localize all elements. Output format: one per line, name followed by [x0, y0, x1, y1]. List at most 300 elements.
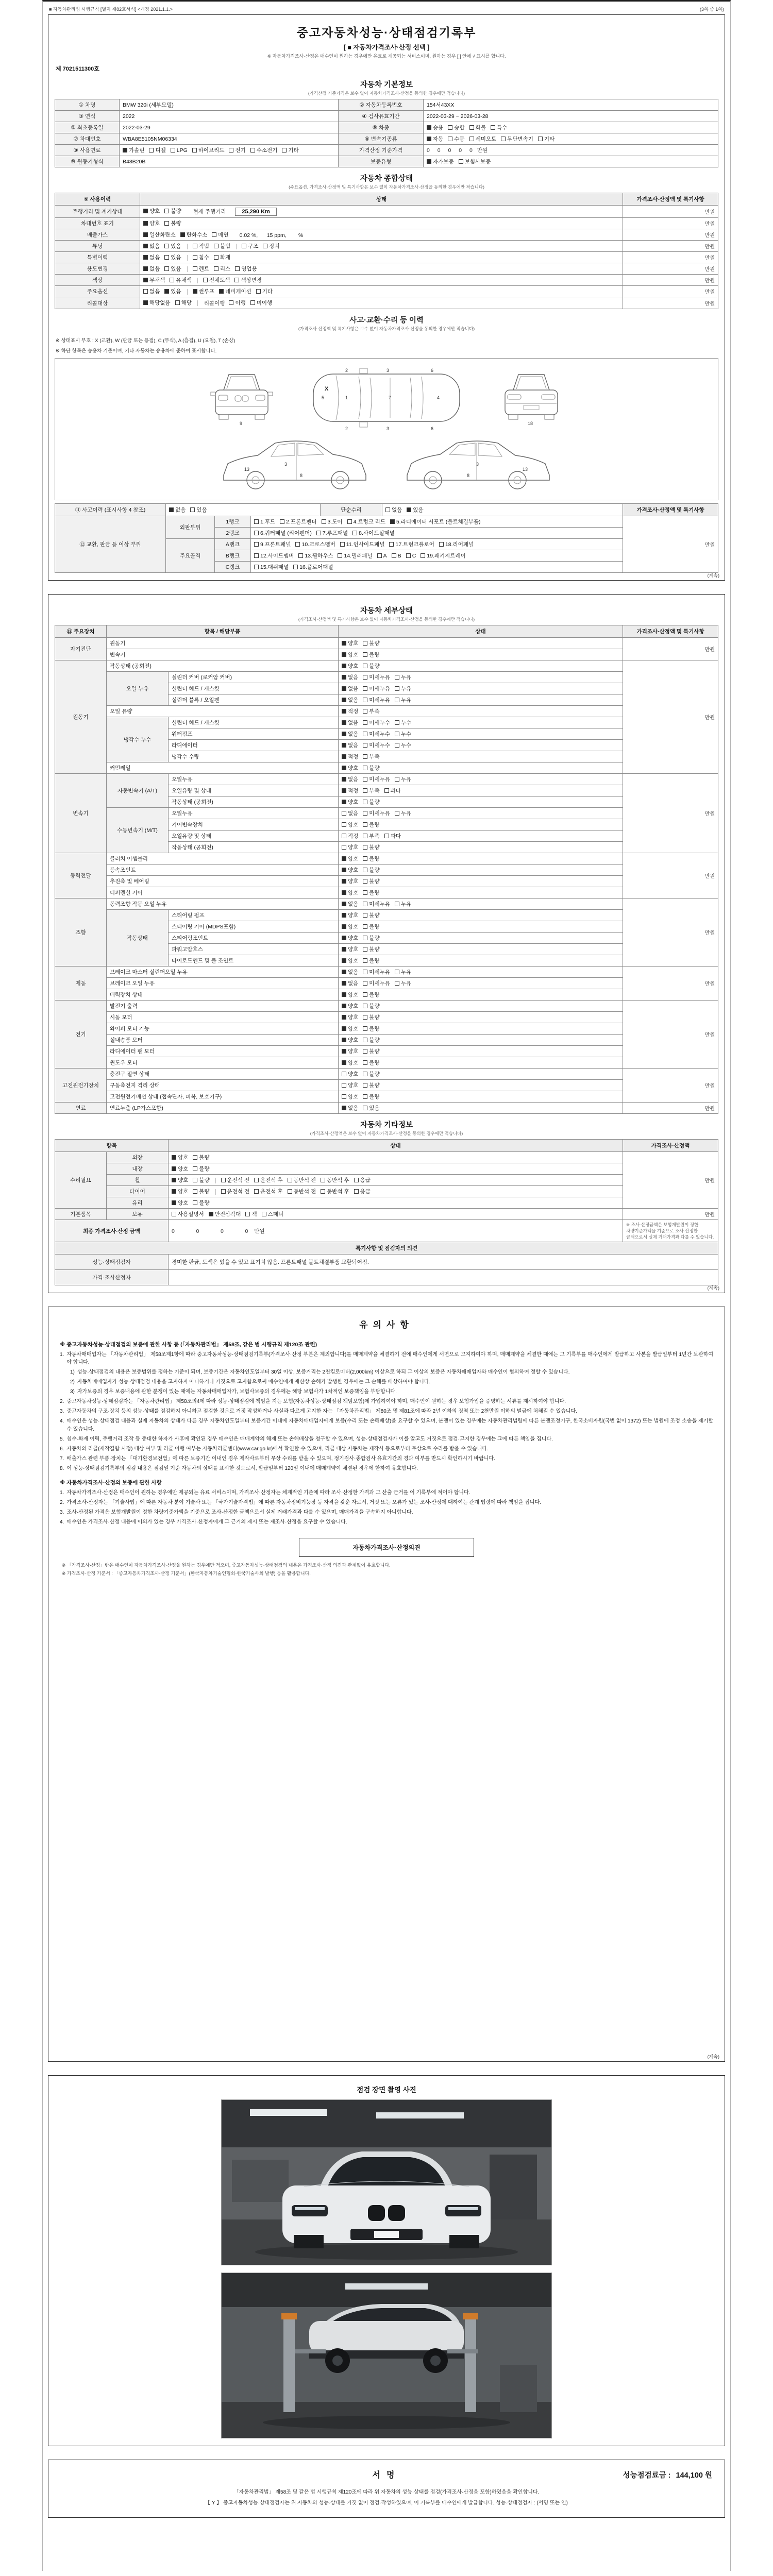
sub-group-label: 작동상태 — [107, 910, 169, 967]
checkbox-option-안전삼각대[interactable]: 안전삼각대 — [209, 1210, 241, 1218]
checkbox-option-이행[interactable]: 이행 — [229, 299, 245, 307]
checkbox-option-불량[interactable]: 불량 — [363, 911, 379, 919]
checkbox-option-8.사이드실패널[interactable]: 8.사이드실패널 — [352, 529, 395, 537]
checkbox-option-양호[interactable]: 양호 — [172, 1188, 188, 1195]
checkbox-option-있음[interactable]: 있음 — [164, 265, 181, 273]
checkbox-option-17.트렁크플로어[interactable]: 17.트렁크플로어 — [389, 540, 434, 548]
checkbox-option-양호[interactable]: 양호 — [342, 866, 358, 874]
checkbox-option-불량[interactable]: 불량 — [193, 1165, 209, 1173]
checkbox-option-있음[interactable]: 있음 — [190, 506, 207, 514]
checkbox-icon — [363, 686, 367, 691]
checkbox-option-불량[interactable]: 불량 — [363, 934, 379, 942]
checkbox-icon — [293, 565, 298, 569]
checkbox-icon — [229, 300, 233, 305]
checkbox-option-불량[interactable]: 불량 — [193, 1188, 209, 1195]
checkbox-icon — [298, 553, 303, 558]
misc-item-state — [169, 1197, 623, 1209]
checkbox-option-양호[interactable]: 양호 — [342, 1013, 358, 1021]
item-name: 원동기 — [107, 638, 339, 649]
checkbox-option-탄화수소[interactable]: 탄화수소 — [180, 231, 208, 239]
checkbox-option-렌트[interactable]: 렌트 — [193, 265, 209, 273]
checkbox-option-영업용[interactable]: 영업용 — [235, 265, 257, 273]
checkbox-option-없음[interactable]: 없음 — [143, 265, 160, 273]
checkbox-option-양호[interactable]: 양호 — [342, 639, 358, 647]
section-title-detail: 자동차 세부상태 — [360, 607, 413, 615]
checkbox-icon — [169, 507, 174, 512]
checkbox-option-불량[interactable]: 불량 — [193, 1199, 209, 1207]
checkbox-option-4.트렁크 리드[interactable]: 4.트렁크 리드 — [347, 518, 385, 526]
checkbox-icon — [322, 519, 326, 524]
checkbox-icon — [143, 300, 148, 305]
overall-item-state — [140, 297, 623, 309]
checkbox-option-기타[interactable]: 기타 — [538, 135, 554, 143]
checkbox-option-불량[interactable]: 불량 — [363, 764, 379, 772]
checkbox-option-승용[interactable]: 승용 — [427, 124, 443, 131]
sub-group-label: 냉각수 누수 — [107, 717, 169, 762]
checkbox-option-양호[interactable]: 양호 — [342, 1093, 358, 1100]
checkbox-option-양호[interactable]: 양호 — [342, 934, 358, 942]
checkbox-icon — [395, 686, 399, 691]
checkbox-icon — [363, 652, 367, 657]
checkbox-option-양호[interactable]: 양호 — [172, 1199, 188, 1207]
column-header: 항목 — [55, 1140, 169, 1152]
field-label: ⑥ 차종 — [339, 122, 424, 133]
checkbox-icon — [363, 936, 367, 940]
checkbox-option-양호[interactable]: 양호 — [342, 1081, 358, 1089]
field-label: ① 차명 — [55, 99, 120, 111]
checkbox-option-없음[interactable]: 없음 — [143, 242, 160, 250]
checkbox-option-1.후드[interactable]: 1.후드 — [254, 518, 275, 526]
checkbox-option-누유[interactable]: 누유 — [395, 968, 411, 976]
checkbox-option-네비게이션[interactable]: 네비게이션 — [219, 287, 251, 295]
checkbox-option-미세누유[interactable]: 미세누유 — [363, 809, 390, 817]
checkbox-option-양호[interactable]: 양호 — [342, 991, 358, 998]
checkbox-option-불량[interactable]: 불량 — [363, 1013, 379, 1021]
checkbox-option-불량[interactable]: 불량 — [363, 843, 379, 851]
checkbox-option-3.도어[interactable]: 3.도어 — [322, 518, 343, 526]
checkbox-option-없음[interactable]: 없음 — [169, 506, 186, 514]
checkbox-option-양호[interactable]: 양호 — [342, 923, 358, 930]
overall-row — [55, 275, 718, 286]
checkbox-option-18.리어패널[interactable]: 18.리어패널 — [439, 540, 474, 548]
checkbox-option-C[interactable]: C — [406, 553, 416, 559]
checkbox-option-없음[interactable]: 없음 — [342, 968, 358, 976]
basic-items-label: 기본품목 — [55, 1209, 107, 1220]
field-label: ③ 연식 — [55, 111, 120, 122]
overall-row — [55, 229, 718, 241]
checkbox-option-B[interactable]: B — [392, 553, 401, 559]
checkbox-icon — [342, 1072, 346, 1076]
checkbox-option-있음[interactable]: 있음 — [164, 287, 181, 295]
amount-cell: 만원 — [623, 660, 718, 774]
checkbox-option-동반석 후[interactable]: 동반석 후 — [321, 1188, 349, 1195]
checkbox-option-불량[interactable]: 불량 — [363, 1093, 379, 1100]
checkbox-option-동반석 후[interactable]: 동반석 후 — [321, 1176, 349, 1184]
checkbox-option-누유[interactable]: 누유 — [395, 979, 411, 987]
checkbox-option-장치[interactable]: 장치 — [263, 242, 279, 250]
detail-state-table — [55, 625, 718, 1114]
checkbox-option-동반석 전[interactable]: 동반석 전 — [288, 1188, 316, 1195]
checkbox-option-승합[interactable]: 승합 — [448, 124, 464, 131]
checkbox-option-양호[interactable]: 양호 — [342, 798, 358, 806]
checkbox-option-누유[interactable]: 누유 — [395, 685, 411, 692]
checkbox-option-불량[interactable]: 불량 — [363, 1081, 379, 1089]
checkbox-option-양호[interactable]: 양호 — [342, 662, 358, 670]
checkbox-option-양호[interactable]: 양호 — [342, 945, 358, 953]
checkbox-option-양호[interactable]: 양호 — [342, 877, 358, 885]
item-name: 작동상태 (공회전) — [169, 842, 339, 853]
checkbox-option-화물[interactable]: 화물 — [469, 124, 486, 131]
checkbox-option-양호[interactable]: 양호 — [342, 1025, 358, 1032]
checkbox-option-적정[interactable]: 적정 — [342, 787, 358, 794]
car-diagram-side-left — [217, 435, 372, 494]
checkbox-option-과다[interactable]: 과다 — [384, 832, 401, 840]
checkbox-option-색상변경[interactable]: 색상변경 — [234, 276, 262, 284]
checkbox-icon — [363, 664, 367, 668]
checkbox-icon — [427, 137, 431, 141]
checkbox-option-7.루프패널[interactable]: 7.루프패널 — [316, 529, 348, 537]
column-header: 상태 — [339, 625, 623, 638]
checkbox-icon — [143, 289, 148, 294]
checkbox-option-일산화탄소[interactable]: 일산화탄소 — [143, 231, 176, 239]
checkbox-icon — [363, 743, 367, 748]
overall-item-state — [140, 275, 623, 286]
checkbox-icon — [235, 266, 240, 271]
checkbox-option-해당[interactable]: 해당 — [175, 299, 192, 307]
item-name: 오일누유 — [169, 774, 339, 785]
checkbox-option-양호[interactable]: 양호 — [342, 1070, 358, 1078]
checkbox-option-없음[interactable]: 없음 — [143, 287, 160, 295]
checkbox-icon — [459, 159, 463, 164]
checkbox-option-잭[interactable]: 잭 — [245, 1210, 257, 1218]
checkbox-option-불량[interactable]: 불량 — [363, 957, 379, 964]
checkbox-option-매연[interactable]: 매연 — [212, 231, 228, 239]
checkbox-option-2.프론트펜더[interactable]: 2.프론트펜더 — [280, 518, 316, 526]
basic-items-state — [169, 1209, 623, 1220]
checkbox-option-화재[interactable]: 화재 — [214, 253, 230, 261]
checkbox-option-누수[interactable]: 누수 — [395, 741, 411, 749]
checkbox-option-불량[interactable]: 불량 — [363, 889, 379, 896]
checkbox-icon — [395, 743, 399, 748]
checkbox-option-불량[interactable]: 불량 — [363, 877, 379, 885]
checkbox-option-부족[interactable]: 부족 — [363, 832, 379, 840]
checkbox-option-부족[interactable]: 부족 — [363, 707, 379, 715]
checkbox-option-15.대쉬패널[interactable]: 15.대쉬패널 — [254, 563, 289, 571]
checkbox-option-없음[interactable]: 없음 — [342, 809, 358, 817]
checkbox-option-미세누수[interactable]: 미세누수 — [363, 741, 390, 749]
checkbox-option-미세누수[interactable]: 미세누수 — [363, 719, 390, 726]
column-header: 상태 — [169, 1140, 623, 1152]
checkbox-icon — [363, 868, 367, 872]
accident-rank-row — [55, 516, 718, 528]
checkbox-option-양호[interactable]: 양호 — [143, 219, 160, 227]
checkbox-option-양호[interactable]: 양호 — [342, 1036, 358, 1044]
checkbox-option-운전석 후[interactable]: 운전석 후 — [254, 1176, 283, 1184]
notice-line: 6. 자동차의 리콜(제작결함 시정) 대상 여부 및 리콜 이행 여부는 자동차리콜센터(www.car.go.kr)에서 확인할 수 있으며, 리콜 대상 자동차는 제작사 등으로부터 무상으로 수리를 받을 수 있습니다. — [60, 1446, 489, 1452]
checkbox-option-응급[interactable]: 응급 — [354, 1176, 371, 1184]
checkbox-option-10.크로스멤버[interactable]: 10.크로스멤버 — [295, 540, 335, 548]
checkbox-option-없음[interactable]: 없음 — [342, 775, 358, 783]
detail-row — [55, 1057, 718, 1069]
checkbox-option-누수[interactable]: 누수 — [395, 730, 411, 738]
checkbox-option-양호[interactable]: 양호 — [342, 957, 358, 964]
checkbox-option-불량[interactable]: 불량 — [363, 866, 379, 874]
checkbox-option-리스[interactable]: 리스 — [214, 265, 230, 273]
checkbox-icon — [143, 221, 148, 226]
detail-row — [55, 1001, 718, 1012]
checkbox-option-썬루프[interactable]: 썬루프 — [193, 287, 214, 295]
checkbox-option-침수[interactable]: 침수 — [193, 253, 209, 261]
checkbox-option-불량[interactable]: 불량 — [164, 207, 181, 215]
checkbox-option-불량[interactable]: 불량 — [193, 1176, 209, 1184]
notice-line: ※ 중고자동차성능·상태점검의 보증에 관한 사항 등 (「자동차관리법」 제58조, 같은 법 시행규칙 제120조 관련) — [60, 1342, 317, 1348]
checkbox-option-불량[interactable]: 불량 — [363, 991, 379, 998]
checkbox-option-적정[interactable]: 적정 — [342, 832, 358, 840]
detail-row — [55, 978, 718, 989]
table-row — [55, 111, 718, 122]
item-name: 실린더 헤드 / 개스킷 — [169, 683, 339, 694]
checkbox-option-자동[interactable]: 자동 — [427, 135, 443, 143]
checkbox-option-14.필러패널[interactable]: 14.필러패널 — [338, 552, 372, 560]
checkbox-option-수소전기[interactable]: 수소전기 — [250, 146, 278, 154]
checkbox-option-없음[interactable]: 없음 — [342, 979, 358, 987]
checkbox-icon — [342, 913, 346, 918]
checkbox-option-불량[interactable]: 불량 — [363, 1070, 379, 1078]
checkbox-option-기타[interactable]: 기타 — [256, 287, 273, 295]
checkbox-option-16.플로어패널[interactable]: 16.플로어패널 — [293, 563, 333, 571]
checkbox-option-해당없음[interactable]: 해당없음 — [143, 299, 171, 307]
accident-history-table — [55, 503, 718, 516]
checkbox-option-없음[interactable]: 없음 — [342, 900, 358, 908]
checkbox-option-양호[interactable]: 양호 — [342, 651, 358, 658]
checkbox-option-미세누유[interactable]: 미세누유 — [363, 968, 390, 976]
final-amount-label: 최종 가격조사·산정 금액 — [55, 1220, 169, 1242]
overall-item-state — [140, 263, 623, 275]
checkbox-option-미세누유[interactable]: 미세누유 — [363, 685, 390, 692]
device-label: 원동기 — [55, 660, 107, 774]
checkbox-option-불량[interactable]: 불량 — [193, 1154, 209, 1161]
amount-cell: 만원 — [623, 899, 718, 967]
device-label: 연료 — [55, 1103, 107, 1114]
checkbox-option-미세누유[interactable]: 미세누유 — [363, 775, 390, 783]
checkbox-option-미세누수[interactable]: 미세누수 — [363, 730, 390, 738]
checkbox-option-적정[interactable]: 적정 — [342, 707, 358, 715]
checkbox-option-없음[interactable]: 없음 — [143, 253, 160, 261]
overall-item-state — [140, 241, 623, 252]
checkbox-option-누유[interactable]: 누유 — [395, 809, 411, 817]
checkbox-option-없음[interactable]: 없음 — [342, 673, 358, 681]
field-value: 154서43XX — [424, 99, 718, 111]
checkbox-icon — [354, 1178, 359, 1182]
checkbox-option-양호[interactable]: 양호 — [342, 843, 358, 851]
checkbox-option-전기[interactable]: 전기 — [229, 146, 245, 154]
checkbox-option-유채색[interactable]: 유채색 — [170, 276, 191, 284]
item-state — [339, 660, 623, 672]
checkbox-option-양호[interactable]: 양호 — [172, 1176, 188, 1184]
checkbox-option-불량[interactable]: 불량 — [363, 1025, 379, 1032]
mileage-value: 25,290 Km — [242, 209, 270, 215]
svg-text:6: 6 — [431, 426, 434, 431]
notice-line: 3) 자가보증의 경우 보증내용에 관한 분쟁이 있는 때에는 자동차매매업자가, 보험사보증의 경우에는 해당 보험사가 1차적인 보증책임을 부담합니다. — [70, 1389, 397, 1395]
notice-footnote: ※ 가격조사·산정 기준서 : 「중고자동차가격조사·산정 기준서」(한국자동차기술인협회·한국기술사회 발행) 등을 활용합니다. — [62, 1571, 311, 1577]
checkbox-option-미세누유[interactable]: 미세누유 — [363, 900, 390, 908]
checkbox-icon — [363, 845, 367, 850]
checkbox-option-양호[interactable]: 양호 — [342, 889, 358, 896]
checkbox-option-보험사보증[interactable]: 보험사보증 — [459, 158, 491, 165]
checkbox-option-있음[interactable]: 있음 — [164, 242, 181, 250]
checkbox-option-불량[interactable]: 불량 — [363, 1047, 379, 1055]
device-label: 고전원전기장치 — [55, 1069, 107, 1103]
checkbox-option-양호[interactable]: 양호 — [342, 855, 358, 862]
checkbox-option-적법[interactable]: 적법 — [193, 242, 209, 250]
checkbox-option-불량[interactable]: 불량 — [164, 219, 181, 227]
checkbox-option-11.인사이드패널[interactable]: 11.인사이드패널 — [340, 540, 385, 548]
checkbox-option-LPG[interactable]: LPG — [171, 147, 188, 154]
checkbox-option-부족[interactable]: 부족 — [363, 787, 379, 794]
misc-item-name: 내장 — [107, 1163, 169, 1175]
checkbox-option-무단변속기[interactable]: 무단변속기 — [501, 135, 533, 143]
checkbox-option-있음[interactable]: 있음 — [363, 1104, 379, 1112]
checkbox-option-없음[interactable]: 없음 — [342, 730, 358, 738]
checkbox-option-양호[interactable]: 양호 — [172, 1154, 188, 1161]
checkbox-option-19.패키지트레이[interactable]: 19.패키지트레이 — [421, 552, 465, 560]
checkbox-option-불량[interactable]: 불량 — [363, 639, 379, 647]
checkbox-option-하이브리드[interactable]: 하이브리드 — [192, 146, 225, 154]
checkbox-option-없음[interactable]: 없음 — [342, 685, 358, 692]
checkbox-option-운전석 후[interactable]: 운전석 후 — [254, 1188, 283, 1195]
checkbox-option-적정[interactable]: 적정 — [342, 753, 358, 760]
checkbox-icon — [342, 834, 346, 838]
checkbox-icon — [143, 244, 148, 248]
checkbox-option-불량[interactable]: 불량 — [363, 855, 379, 862]
checkbox-option-미세누유[interactable]: 미세누유 — [363, 696, 390, 704]
checkbox-option-양호[interactable]: 양호 — [342, 1002, 358, 1010]
checkbox-option-사용설명서[interactable]: 사용설명서 — [172, 1210, 204, 1218]
checkbox-option-양호[interactable]: 양호 — [342, 1047, 358, 1055]
checkbox-option-누유[interactable]: 누유 — [395, 673, 411, 681]
checkbox-option-기타[interactable]: 기타 — [282, 146, 298, 154]
checkbox-option-미세누유[interactable]: 미세누유 — [363, 673, 390, 681]
checkbox-option-불량[interactable]: 불량 — [363, 821, 379, 828]
misc-row — [55, 1197, 718, 1209]
item-name: 배력장치 상태 — [107, 989, 339, 1001]
checkbox-option-무채색[interactable]: 무채색 — [143, 276, 165, 284]
checkbox-option-자가보증[interactable]: 자가보증 — [427, 158, 454, 165]
checkbox-icon — [342, 720, 346, 725]
checkbox-option-있음[interactable]: 있음 — [164, 253, 181, 261]
checkbox-option-없음[interactable]: 없음 — [342, 1104, 358, 1112]
column-header: 상태 — [140, 193, 623, 206]
checkbox-option-운전석 전[interactable]: 운전석 전 — [221, 1188, 250, 1195]
checkbox-option-부족[interactable]: 부족 — [363, 753, 379, 760]
checkbox-option-누수[interactable]: 누수 — [395, 719, 411, 726]
checkbox-option-없음[interactable]: 없음 — [342, 696, 358, 704]
checkbox-option-12.사이드멤버[interactable]: 12.사이드멤버 — [254, 552, 294, 560]
checkbox-option-스패너[interactable]: 스패너 — [262, 1210, 283, 1218]
checkbox-option-응급[interactable]: 응급 — [354, 1188, 371, 1195]
checkbox-icon — [363, 777, 367, 782]
checkbox-option-없음[interactable]: 없음 — [385, 506, 402, 514]
checkbox-option-양호[interactable]: 양호 — [342, 821, 358, 828]
checkbox-option-양호[interactable]: 양호 — [342, 1059, 358, 1066]
item-state — [339, 796, 623, 808]
checkbox-option-가솔린[interactable]: 가솔린 — [123, 146, 144, 154]
checkbox-option-불량[interactable]: 불량 — [363, 945, 379, 953]
checkbox-option-미세누유[interactable]: 미세누유 — [363, 979, 390, 987]
checkbox-option-누유[interactable]: 누유 — [395, 900, 411, 908]
checkbox-option-수동[interactable]: 수동 — [448, 135, 464, 143]
checkbox-icon — [342, 1083, 346, 1088]
checkbox-option-불량[interactable]: 불량 — [363, 1002, 379, 1010]
svg-text:3: 3 — [386, 368, 390, 373]
checkbox-icon — [256, 289, 261, 294]
checkbox-option-A[interactable]: A — [377, 553, 387, 559]
checkbox-option-양호[interactable]: 양호 — [342, 764, 358, 772]
overall-item-label: 주요옵션 — [55, 286, 140, 297]
misc-item-name: 외장 — [107, 1152, 169, 1163]
checkbox-option-동반석 전[interactable]: 동반석 전 — [288, 1176, 316, 1184]
checkbox-option-불법[interactable]: 불법 — [214, 242, 230, 250]
continued-marker: (계속) — [707, 2054, 719, 2059]
document-number: 제 7021511300호 — [56, 66, 99, 72]
checkbox-option-불량[interactable]: 불량 — [363, 651, 379, 658]
section-title-basic: 자동차 기본정보 — [360, 81, 413, 89]
checkbox-icon — [395, 698, 399, 702]
checkbox-option-누유[interactable]: 누유 — [395, 775, 411, 783]
checkbox-option-6.쿼터패널 (리어펜더)[interactable]: 6.쿼터패널 (리어펜더) — [254, 529, 312, 537]
checkbox-option-양호[interactable]: 양호 — [172, 1165, 188, 1173]
checkbox-option-불량[interactable]: 불량 — [363, 798, 379, 806]
checkbox-option-과다[interactable]: 과다 — [384, 787, 401, 794]
checkbox-option-13.휠하우스[interactable]: 13.휠하우스 — [298, 552, 333, 560]
checkbox-icon — [175, 300, 180, 305]
checkbox-option-양호[interactable]: 양호 — [342, 911, 358, 919]
checkbox-option-5.라디에이터 서포트 (볼트체결부품)[interactable]: 5.라디에이터 서포트 (볼트체결부품) — [390, 518, 481, 526]
checkbox-option-디젤[interactable]: 디젤 — [149, 146, 165, 154]
checkbox-option-9.프론트패널[interactable]: 9.프론트패널 — [254, 540, 291, 548]
item-state — [339, 989, 623, 1001]
checkbox-option-전체도색[interactable]: 전체도색 — [203, 276, 230, 284]
checkbox-icon — [363, 709, 367, 714]
notice-line: 5. 침수·화재 이력, 주행거리 조작 등 중대한 하자가 사후에 확인된 경우 매수인은 매매계약의 해제 또는 손해배상을 청구할 수 있으며, 성능·상태점검자가 이를 알고도 거짓으로 점검·고지한 경우에는 그에 따른 책임을 집니다. — [60, 1436, 553, 1442]
checkbox-option-불량[interactable]: 불량 — [363, 662, 379, 670]
checkbox-option-구조[interactable]: 구조 — [242, 242, 258, 250]
checkbox-option-없음[interactable]: 없음 — [342, 719, 358, 726]
checkbox-option-세미오토[interactable]: 세미오토 — [469, 135, 497, 143]
checkbox-option-누유[interactable]: 누유 — [395, 696, 411, 704]
rank-label: 2랭크 — [215, 528, 251, 539]
final-amount-value: 0 0 0 0 만원 — [169, 1220, 623, 1242]
checkbox-option-불량[interactable]: 불량 — [363, 1036, 379, 1044]
checkbox-option-있음[interactable]: 있음 — [407, 506, 423, 514]
field-label: ⑩ 원동기형식 — [55, 156, 120, 167]
table-row — [55, 122, 718, 133]
checkbox-option-특수[interactable]: 특수 — [491, 124, 507, 131]
checkbox-icon — [254, 1189, 259, 1194]
checkbox-icon — [395, 732, 399, 736]
checkbox-option-운전석 전[interactable]: 운전석 전 — [221, 1176, 250, 1184]
mileage-label: 현재 주행거리 — [193, 209, 226, 215]
checkbox-option-없음[interactable]: 없음 — [342, 741, 358, 749]
checkbox-icon — [143, 232, 148, 237]
checkbox-icon — [180, 232, 185, 237]
checkbox-option-미이행[interactable]: 미이행 — [250, 299, 272, 307]
rank-items — [251, 516, 623, 528]
car-diagram-top — [309, 364, 464, 432]
checkbox-option-양호[interactable]: 양호 — [143, 207, 160, 215]
checkbox-option-불량[interactable]: 불량 — [363, 923, 379, 930]
checkbox-option-불량[interactable]: 불량 — [363, 1059, 379, 1066]
